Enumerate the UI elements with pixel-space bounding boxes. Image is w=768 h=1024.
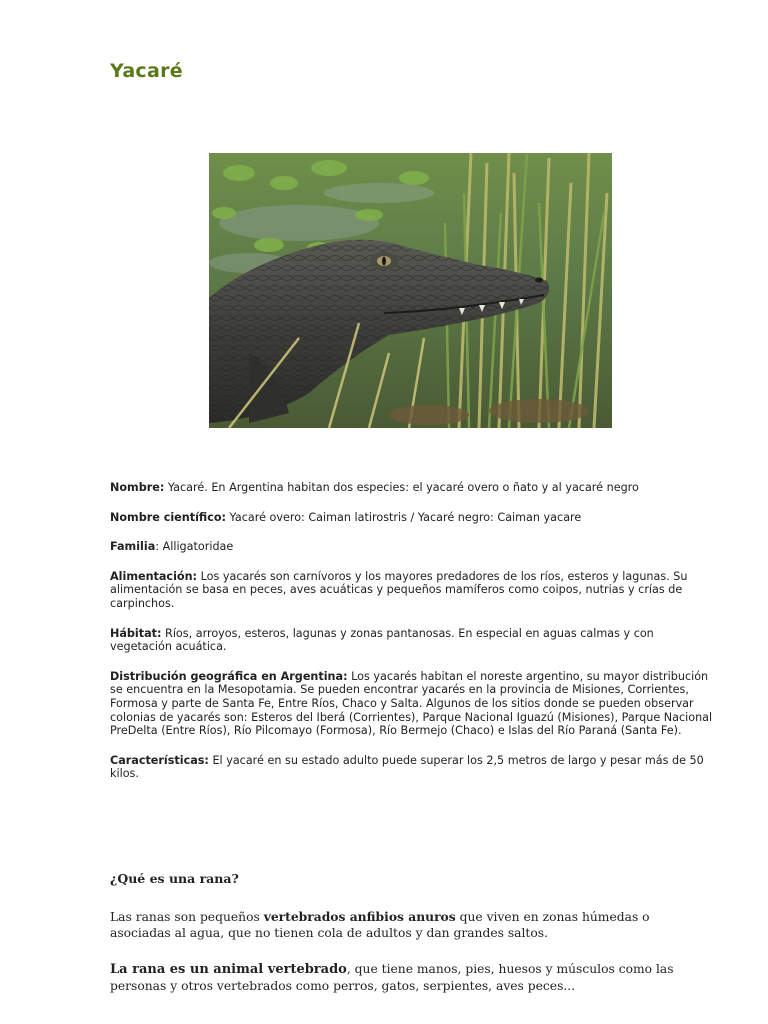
fact-label: Familia	[110, 540, 156, 554]
yacare-photo	[209, 153, 612, 428]
fact-label: Alimentación:	[110, 569, 198, 583]
fact-alimentacion	[110, 570, 714, 611]
fact-distribucion	[110, 670, 714, 738]
fact-text: : Alligatoridae	[155, 540, 234, 554]
fact-habitat	[110, 627, 714, 654]
fact-text: Yacaré overo: Caiman latirostris / Yacaré negro: Caiman yacare	[226, 510, 582, 524]
fact-label: Distribución geográfica en Argentina:	[110, 669, 348, 683]
fact-text: Los yacarés son carnívoros y los mayores predadores de los ríos, esteros y lagunas. Su alimentación se basa en peces, aves acuáticas y pequeños mamíferos como coipos, nutrias y crías de carpinchos.	[110, 569, 688, 610]
yacare-photo-illustration	[209, 153, 612, 428]
fact-nombre-cientifico	[110, 511, 714, 525]
fact-label: Características:	[110, 753, 209, 767]
fact-text: Los yacarés habitan el noreste argentino, su mayor distribución se encuentra en la Mesopotamia. Se pueden encontrar yacarés en la provincia de Misiones, Corrientes, Formosa y parte de Santa Fe, Entre Ríos, Chaco y Salta. Algunos de los sitios donde se pueden observar colonias de yacarés son: Esteros del Iberá (Corrientes), Parque Nacional Iguazú (Misiones), Parque Nacional PreDelta (Entre Ríos), Río Pilcomayo (Formosa), Río Bermejo (Chaco) e Islas del Río Paraná (Santa Fe).	[110, 669, 713, 738]
frog-p2-bold: La rana es un animal vertebrado	[110, 962, 347, 977]
fact-caracteristicas	[110, 754, 714, 781]
fact-text: Ríos, arroyos, esteros, lagunas y zonas pantanosas. En especial en aguas calmas y con vegetación acuática.	[110, 626, 654, 654]
fact-familia	[110, 540, 714, 554]
fact-label: Nombre científico:	[110, 510, 226, 524]
yacare-facts	[110, 481, 714, 797]
frog-p2-after: , que tiene manos, pies, huesos y músculos como las personas y otros vertebrados como perros, gatos, serpientes, aves peces...	[110, 962, 674, 993]
fact-nombre	[110, 481, 714, 495]
frog-paragraph-2	[110, 961, 710, 994]
frog-p1-after: que viven en zonas húmedas o asociadas al agua, que no tienen cola de adultos y dan grandes saltos.	[110, 910, 650, 940]
frog-paragraph-1	[110, 909, 710, 941]
page-title: Yacaré	[110, 60, 183, 82]
fact-text: Yacaré. En Argentina habitan dos especies: el yacaré overo o ñato y al yacaré negro	[164, 481, 639, 494]
fact-label: Nombre:	[110, 481, 165, 494]
frog-p1-before: Las ranas son pequeños	[110, 910, 264, 924]
frog-section-title: ¿Qué es una rana?	[110, 871, 239, 886]
fact-text: El yacaré en su estado adulto puede superar los 2,5 metros de largo y pesar más de 50 kilos.	[110, 753, 704, 781]
frog-p1-bold: vertebrados anfibios anuros	[263, 909, 456, 924]
fact-label: Hábitat:	[110, 626, 162, 640]
